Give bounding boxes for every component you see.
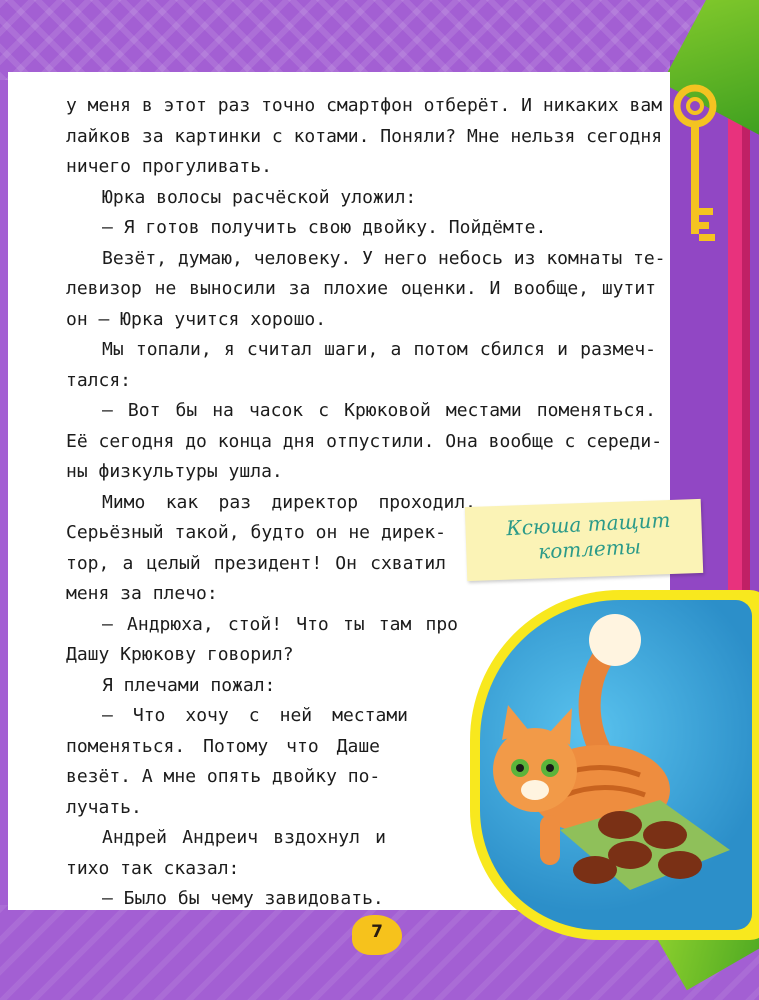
text-line: меня за плечо: bbox=[66, 583, 218, 604]
text-line: — Андрюха, стой! Что ты там про bbox=[102, 613, 458, 635]
text-line: Андрей Андреич вздохнул и bbox=[102, 827, 386, 848]
text-line: ничего прогуливать. bbox=[66, 156, 272, 177]
text-line: ны физкультуры ушла. bbox=[66, 461, 283, 482]
text-line: Мы топали, я считал шаги, а потом сбился и размеч- bbox=[102, 339, 656, 360]
text-line: лайков за картинки с котами. Поняли? Мне нельзя сегодня bbox=[66, 125, 663, 147]
frame-left bbox=[0, 80, 8, 910]
text-line: Дашу Крюкову говорил? bbox=[66, 644, 294, 665]
key-icon bbox=[665, 80, 725, 250]
text-line: — Я готов получить свою двойку. Пойдёмте. bbox=[102, 217, 547, 238]
text-line: везёт. А мне опять двойку по- bbox=[66, 766, 381, 787]
text-line: тихо так сказал: bbox=[66, 857, 240, 879]
text-line: лучать. bbox=[66, 796, 142, 818]
text-line: у меня в этот раз точно смартфон отберёт. И никаких вам bbox=[66, 95, 663, 116]
page-number: 7 bbox=[371, 922, 383, 942]
text-line: поменяться. Потому что Даше bbox=[66, 735, 380, 757]
text-line: Везёт, думаю, человеку. У него небось из комнаты те- bbox=[102, 247, 666, 269]
text-line: тался: bbox=[66, 369, 132, 391]
text-line: — Что хочу с ней местами bbox=[102, 705, 408, 726]
text-line: Серьёзный такой, будто он не дирек- bbox=[66, 522, 446, 543]
text-line: он — Юрка учится хорошо. bbox=[66, 308, 327, 330]
text-line: Её сегодня до конца дня отпустили. Она вообще с середи- bbox=[66, 430, 663, 452]
text-line: Я плечами пожал: bbox=[102, 674, 276, 696]
text-line: — Вот бы на часок с Крюковой местами поменяться. bbox=[102, 400, 656, 421]
cat-with-cutlets-icon bbox=[480, 600, 750, 920]
text-line: левизор не выносили за плохие оценки. И вообще, шутит bbox=[66, 278, 656, 299]
text-line: — Было бы чему завидовать. bbox=[102, 888, 384, 909]
frame-top bbox=[0, 0, 759, 80]
text-line: тор, а целый президент! Он схватил bbox=[66, 552, 446, 574]
text-line: Мимо как раз директор проходил. bbox=[102, 491, 476, 513]
caption-text: Ксюша тащит котлеты bbox=[505, 507, 671, 564]
text-line: Юрка волосы расчёской уложил: bbox=[102, 186, 417, 208]
